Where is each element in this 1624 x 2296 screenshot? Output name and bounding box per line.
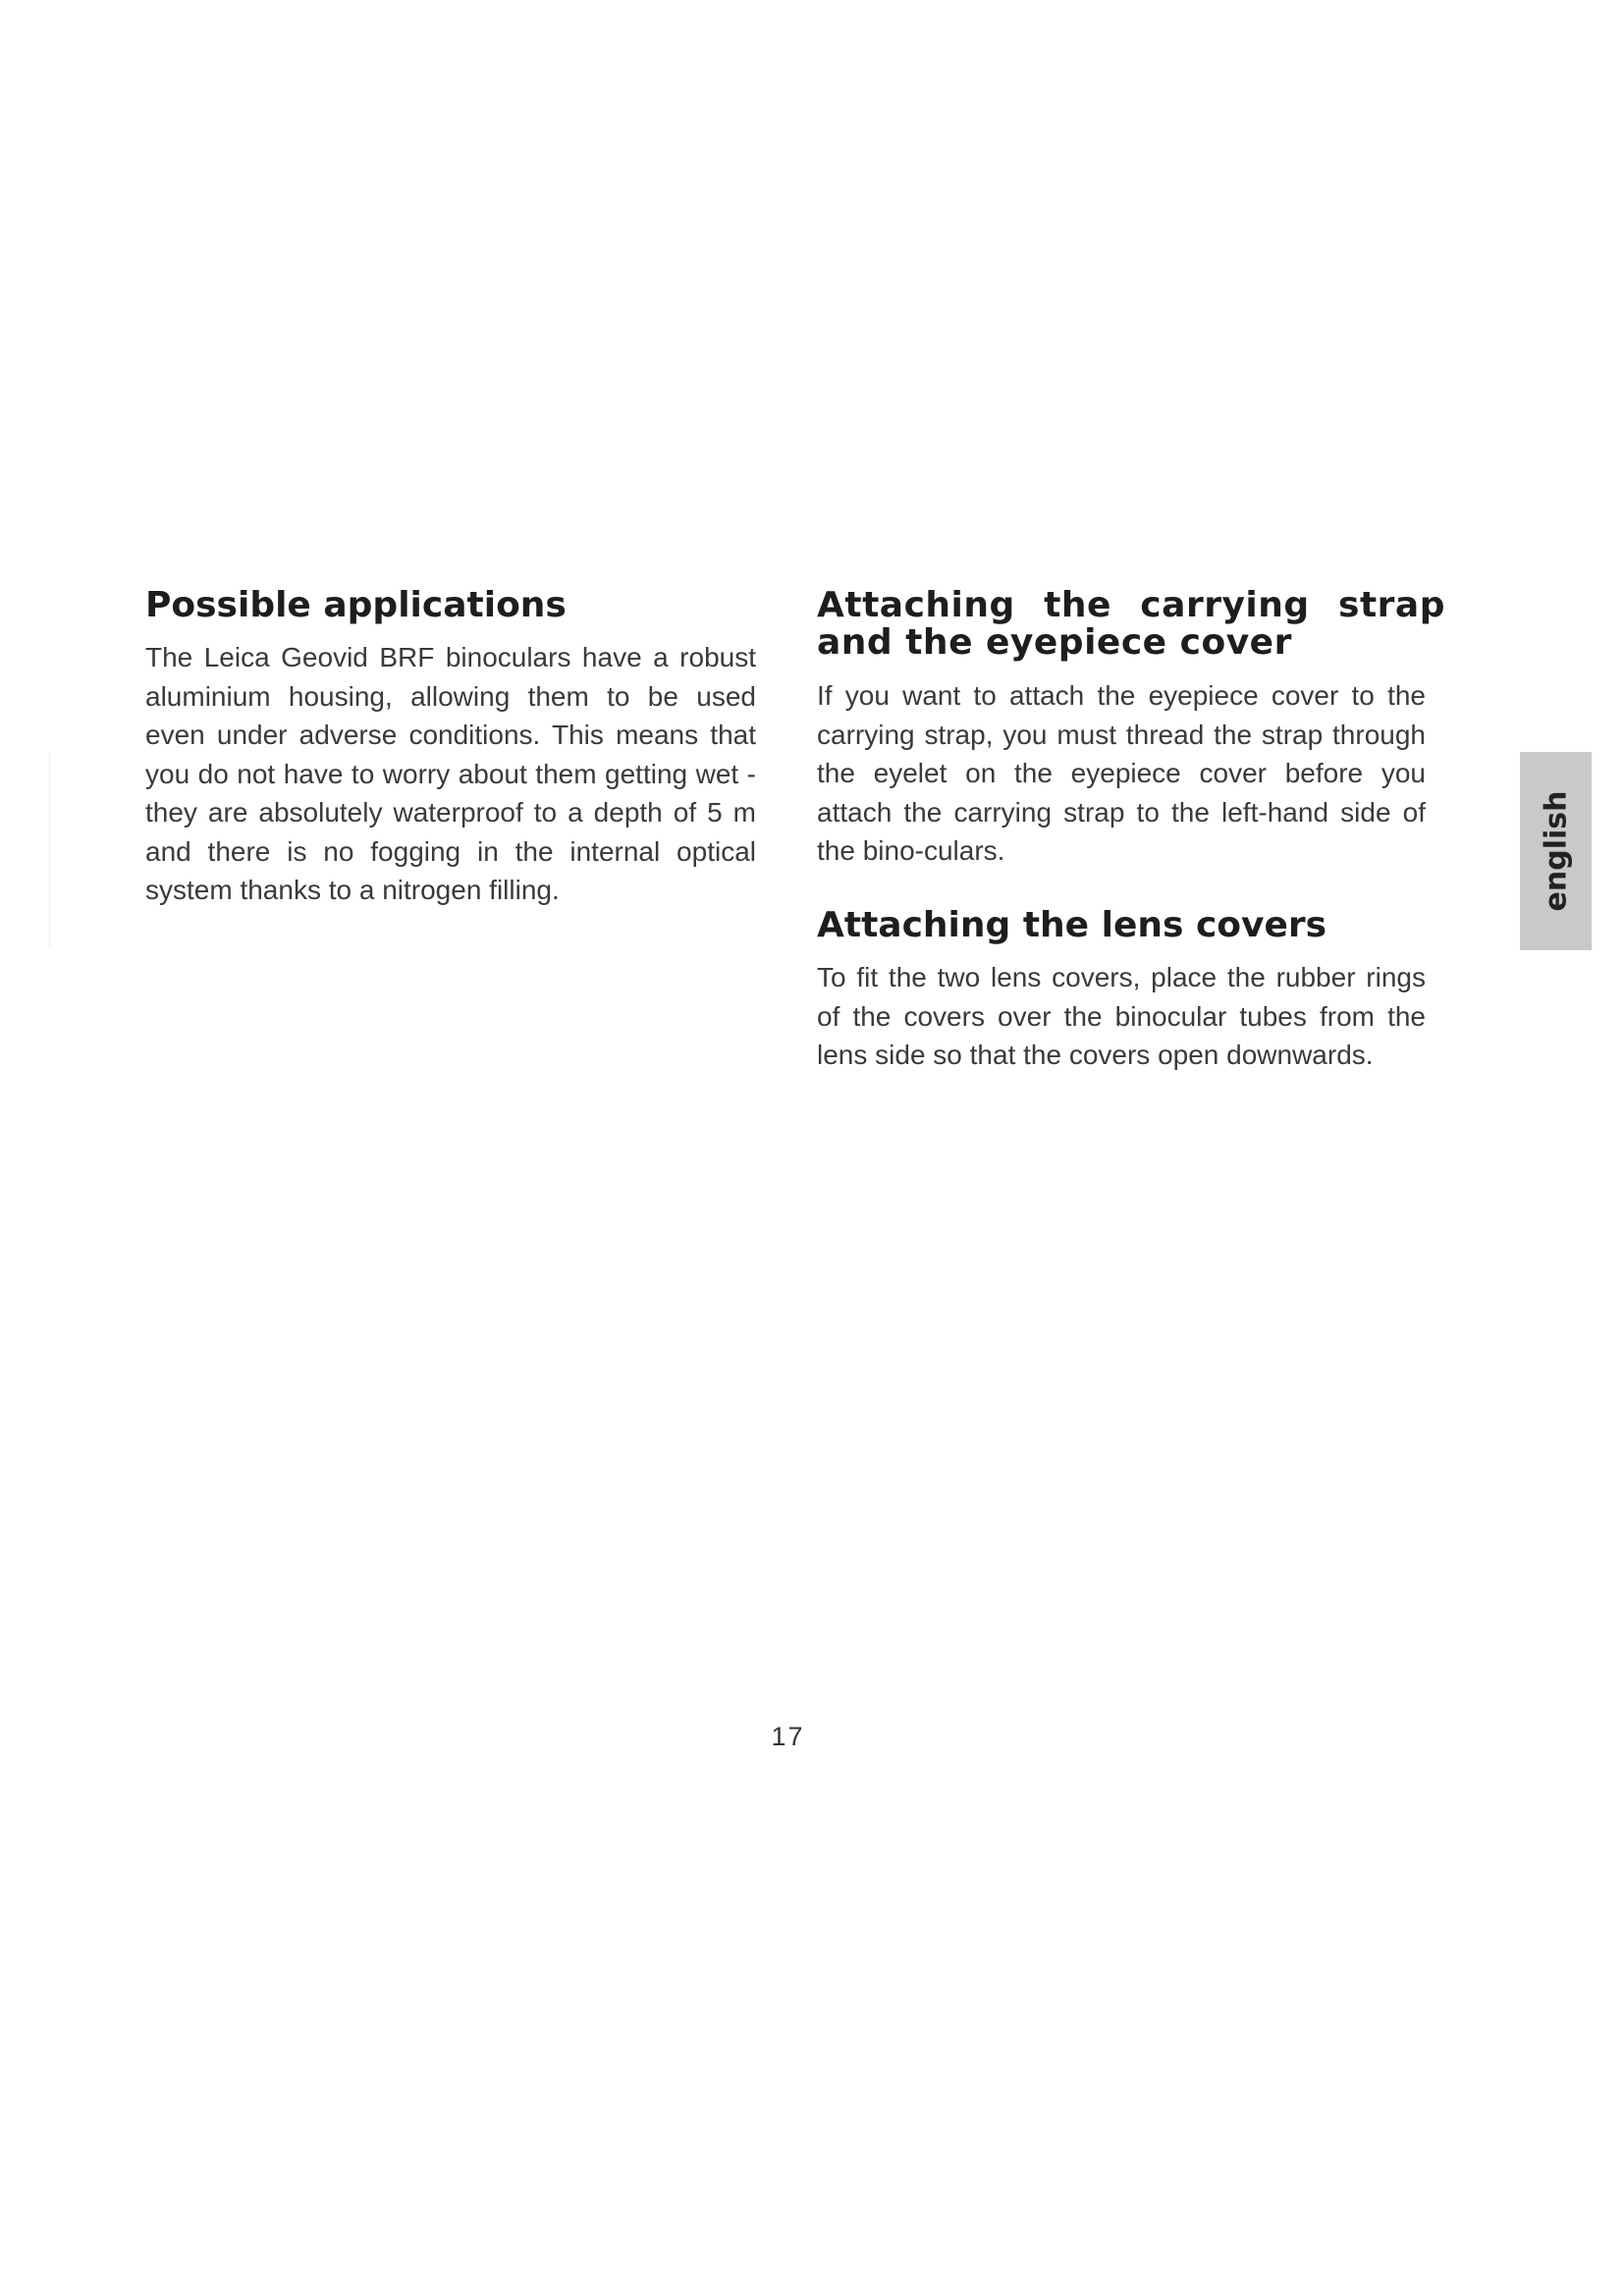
margin-rule <box>49 752 50 948</box>
page-number: 17 <box>771 1722 805 1751</box>
section-lens-covers <box>817 907 1426 1075</box>
language-tab-label: english <box>1539 790 1573 912</box>
section-heading: Possible applications <box>145 585 567 625</box>
section-body: If you want to attach the eyepiece cover to the carrying strap, you must thread the strap through the eyelet on the eyepiece cover before you attach the carrying strap to the left-hand side of the bino-culars. <box>817 680 1426 866</box>
section-heading: Attaching the carrying strap and the eyepiece cover <box>817 585 1445 663</box>
section-carrying-strap <box>817 587 1445 871</box>
section-body: The Leica Geovid BRF binoculars have a robust aluminium housing, allowing them to be used even under adverse conditions. This means that you do not have to worry about them getting wet - they are absolutely waterproof to a depth of 5 m and there is no fogging in the internal optical system thanks to a nitrogen filling. <box>145 642 756 905</box>
section-body: To fit the two lens covers, place the rubber rings of the covers over the binocular tubes from the lens side so that the covers open downwards. <box>817 962 1426 1070</box>
language-tab <box>1520 752 1592 950</box>
section-possible-applications <box>145 587 756 910</box>
section-heading: Attaching the lens covers <box>817 905 1327 945</box>
